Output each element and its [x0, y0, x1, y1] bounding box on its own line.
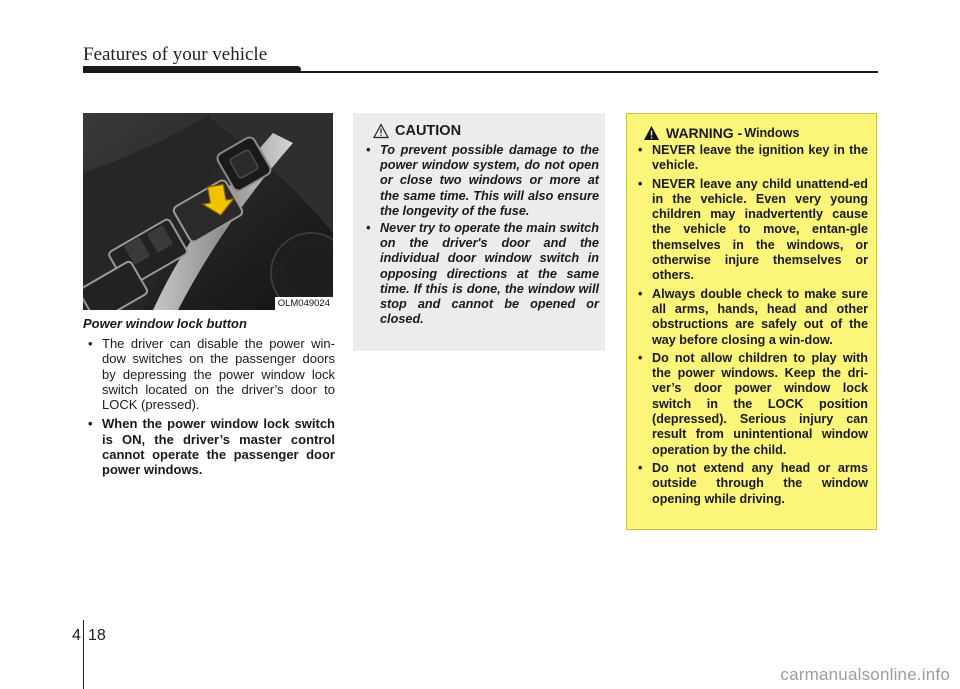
left-bullet-list: [83, 336, 335, 482]
header-rule-thin: [83, 71, 878, 73]
list-item: • Always double check to make sure all arms, hands, head and other obstructions are safely out of the way before closing a win-dow.: [633, 287, 868, 348]
list-item: • NEVER leave any child unattend-ed in the vehicle. Even very young children may inadvertently cause the vehicle to move, entan-gle themselves in the windows, or otherwise injure themselves or others.: [633, 177, 868, 284]
warning-box: [626, 113, 877, 530]
warning-subtitle: Windows: [744, 126, 800, 140]
list-item: • When the power window lock switch is ON, the driver’s master control cannot operate the passenger door power windows.: [83, 416, 335, 477]
caution-header: [373, 123, 599, 139]
door-panel-illustration: [83, 113, 333, 310]
page-number: 18: [88, 627, 106, 644]
list-item: • To prevent possible damage to the power window system, do not open or close two windows or more at the same time. This will also ensure the longevity of the fuse.: [361, 143, 599, 219]
footer-divider: [83, 620, 84, 689]
caution-title: CAUTION: [395, 123, 462, 139]
list-item: • Do not allow children to play with the power windows. Keep the dri-ver’s door power window lock switch in the LOCK position (depressed). Serious injury can result from unintentional window operation by the child.: [633, 351, 868, 458]
caution-triangle-icon: [373, 123, 389, 139]
caution-box: [353, 113, 605, 351]
chapter-number: 4: [72, 627, 81, 644]
page-header-title: Features of your vehicle: [83, 44, 268, 65]
list-item: • Do not extend any head or arms outside through the window opening while driving.: [633, 461, 868, 507]
list-item: • Never try to operate the main switch on the driver's door and the individual door window switch in opposing directions at the same time. If this is done, the window will stop and cannot be opened or closed.: [361, 221, 599, 327]
door-switch-photo: [83, 113, 333, 310]
list-item: • NEVER leave the ignition key in the vehicle.: [633, 143, 868, 174]
photo-caption: Power window lock button: [83, 316, 247, 331]
list-item: • The driver can disable the power win-dow switches on the passenger doors by depressing the power window lock switch located on the driver’s door to LOCK (pressed).: [83, 336, 335, 412]
warning-header: [643, 125, 868, 141]
watermark-text: carmanualsonline.info: [780, 665, 950, 684]
warning-title: WARNING -: [666, 125, 743, 141]
photo-code-label: OLM049024: [275, 297, 333, 310]
warning-triangle-icon: [643, 125, 660, 141]
